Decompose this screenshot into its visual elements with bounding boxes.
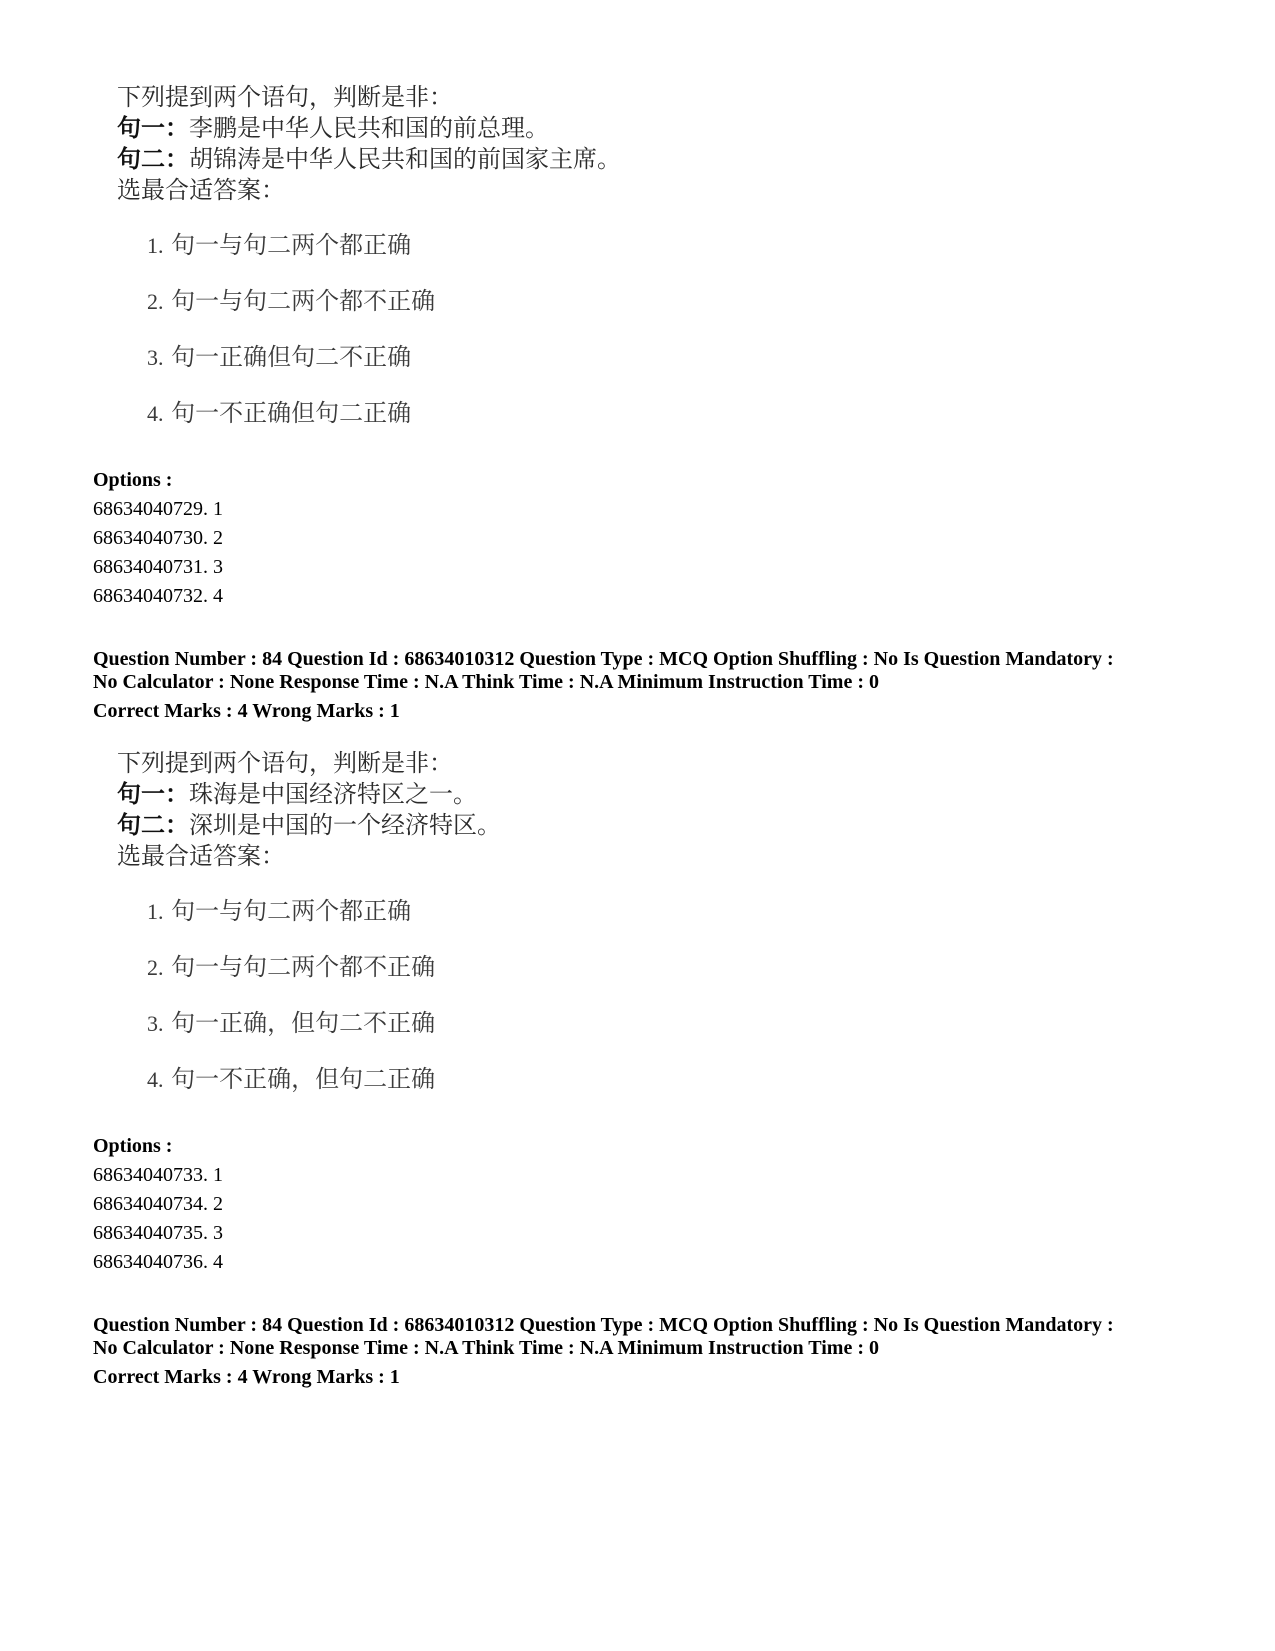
choice-4 bbox=[147, 1065, 501, 1093]
marks-line: Correct Marks : 4 Wrong Marks : 1 bbox=[93, 700, 400, 722]
question-1-prompt: 选最合适答案： bbox=[117, 176, 285, 204]
question-meta-1 bbox=[93, 648, 1203, 723]
choice-4 bbox=[147, 399, 621, 427]
choice-text: 句一不正确，但句二正确 bbox=[171, 1065, 436, 1093]
choice-text: 句一正确但句二不正确 bbox=[171, 343, 412, 371]
choice-1 bbox=[147, 897, 501, 925]
choice-1 bbox=[147, 231, 621, 259]
choice-number: 2. bbox=[147, 289, 164, 314]
sentence-1-text: 珠海是中国经济特区之一。 bbox=[189, 780, 477, 808]
choice-text: 句一与句二两个都不正确 bbox=[171, 953, 436, 981]
option-item: 68634040732. 4 bbox=[93, 585, 223, 607]
choice-text: 句一与句二两个都不正确 bbox=[171, 287, 436, 315]
sentence-2-label: 句二： bbox=[117, 811, 189, 839]
choice-3 bbox=[147, 1009, 501, 1037]
choice-number: 4. bbox=[147, 1067, 164, 1092]
choice-3 bbox=[147, 343, 621, 371]
marks-line: Correct Marks : 4 Wrong Marks : 1 bbox=[93, 1366, 400, 1388]
choice-text: 句一正确，但句二不正确 bbox=[171, 1009, 436, 1037]
meta-line-2: No Calculator : None Response Time : N.A Think Time : N.A Minimum Instruction Time : 0 bbox=[93, 1337, 879, 1359]
option-item: 68634040735. 3 bbox=[93, 1222, 223, 1244]
choice-number: 1. bbox=[147, 233, 164, 258]
choice-number: 2. bbox=[147, 955, 164, 980]
meta-line-2: No Calculator : None Response Time : N.A Think Time : N.A Minimum Instruction Time : 0 bbox=[93, 671, 879, 693]
question-2-intro: 下列提到两个语句，判断是非： bbox=[117, 749, 453, 777]
question-1-image bbox=[117, 82, 621, 455]
sentence-2-label: 句二： bbox=[117, 145, 189, 173]
options-heading: Options : bbox=[93, 469, 173, 491]
choice-number: 1. bbox=[147, 899, 164, 924]
question-2-sentence-2 bbox=[117, 810, 501, 841]
meta-line-1: Question Number : 84 Question Id : 68634010312 Question Type : MCQ Option Shuffling : No Is Question Mandatory : bbox=[93, 1314, 1114, 1336]
choice-text: 句一与句二两个都正确 bbox=[171, 231, 412, 259]
choice-number: 3. bbox=[147, 345, 164, 370]
choice-number: 4. bbox=[147, 401, 164, 426]
question-2-options bbox=[93, 1132, 223, 1277]
meta-line-1: Question Number : 84 Question Id : 68634010312 Question Type : MCQ Option Shuffling : No Is Question Mandatory : bbox=[93, 648, 1114, 670]
option-item: 68634040730. 2 bbox=[93, 527, 223, 549]
choice-2 bbox=[147, 287, 621, 315]
options-heading: Options : bbox=[93, 1135, 173, 1157]
question-1-intro: 下列提到两个语句，判断是非： bbox=[117, 83, 453, 111]
sentence-1-label: 句一： bbox=[117, 114, 189, 142]
sentence-1-label: 句一： bbox=[117, 780, 189, 808]
option-item: 68634040734. 2 bbox=[93, 1193, 223, 1215]
sentence-1-text: 李鹏是中华人民共和国的前总理。 bbox=[189, 114, 549, 142]
question-1-sentence-1 bbox=[117, 113, 621, 144]
question-meta-2 bbox=[93, 1314, 1203, 1389]
option-item: 68634040729. 1 bbox=[93, 498, 223, 520]
choice-text: 句一不正确但句二正确 bbox=[171, 399, 412, 427]
sentence-2-text: 胡锦涛是中华人民共和国的前国家主席。 bbox=[189, 145, 621, 173]
choice-2 bbox=[147, 953, 501, 981]
question-2-sentence-1 bbox=[117, 779, 501, 810]
question-2-prompt: 选最合适答案： bbox=[117, 842, 285, 870]
option-item: 68634040733. 1 bbox=[93, 1164, 223, 1186]
question-1-sentence-2 bbox=[117, 144, 621, 175]
question-2-choices bbox=[117, 897, 501, 1093]
sentence-2-text: 深圳是中国的一个经济特区。 bbox=[189, 811, 501, 839]
option-item: 68634040736. 4 bbox=[93, 1251, 223, 1273]
choice-number: 3. bbox=[147, 1011, 164, 1036]
question-1-options bbox=[93, 466, 223, 611]
question-2-image bbox=[117, 748, 501, 1121]
question-1-choices bbox=[117, 231, 621, 427]
option-item: 68634040731. 3 bbox=[93, 556, 223, 578]
choice-text: 句一与句二两个都正确 bbox=[171, 897, 412, 925]
